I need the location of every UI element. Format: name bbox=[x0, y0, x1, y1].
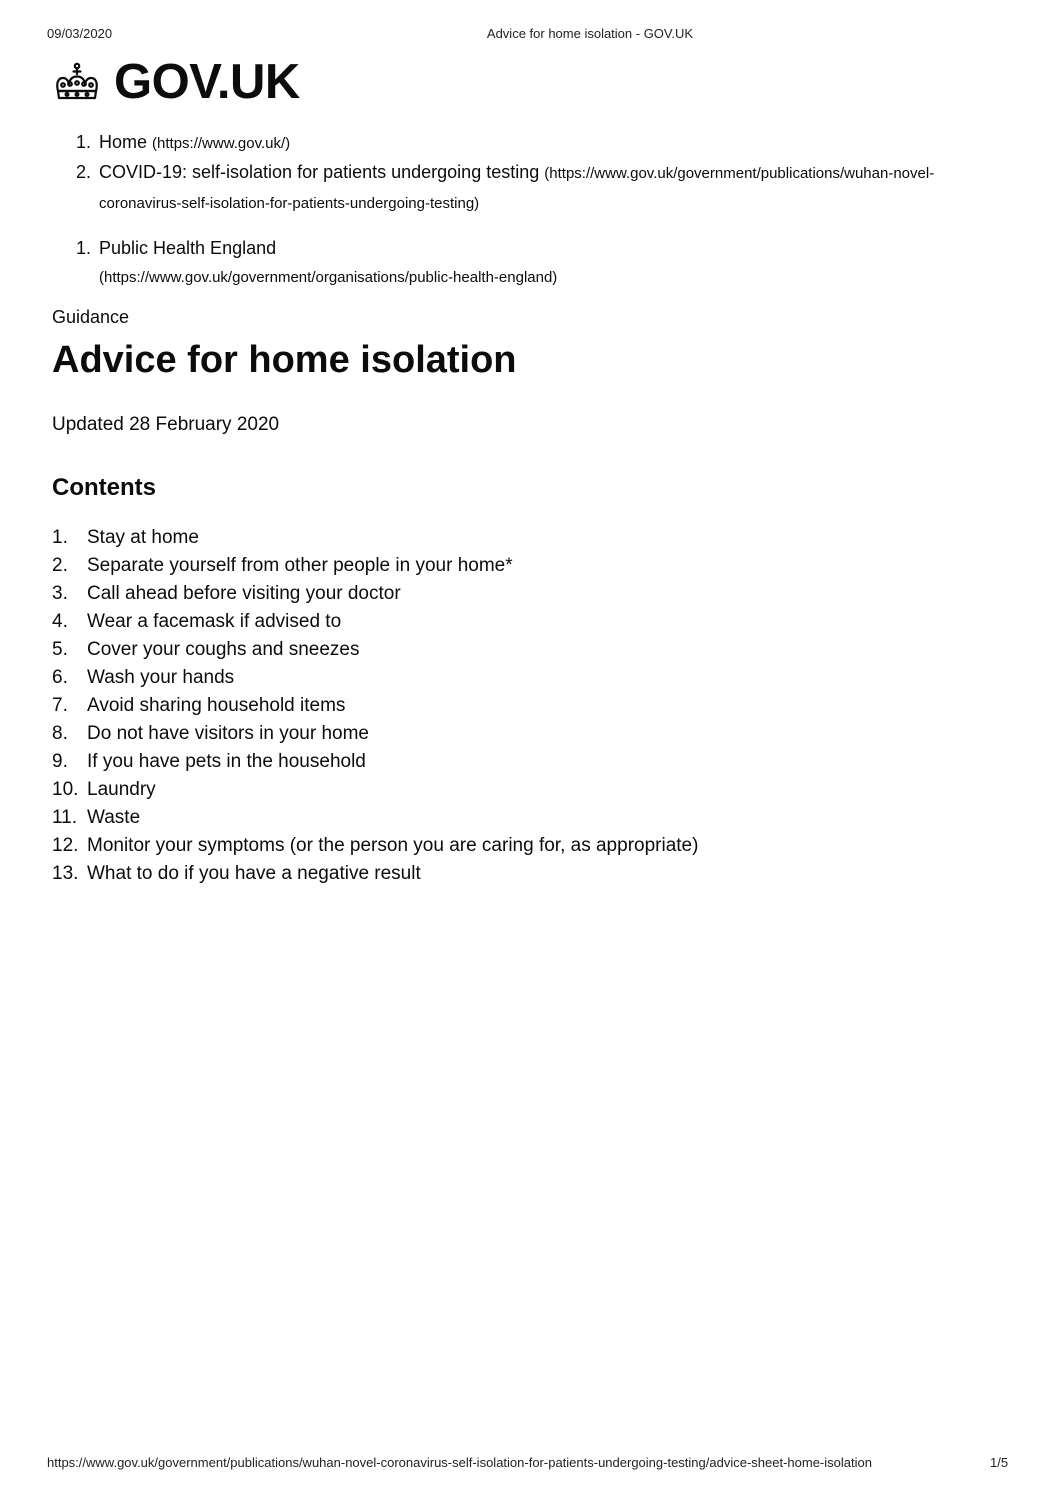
contents-link[interactable]: Wear a facemask if advised to bbox=[87, 611, 342, 632]
contents-item[interactable] bbox=[52, 860, 698, 888]
breadcrumb-link-phe[interactable]: Public Health England bbox=[99, 238, 277, 258]
contents-number: 12. bbox=[52, 835, 79, 856]
breadcrumb bbox=[52, 128, 1012, 292]
contents-link[interactable]: Cover your coughs and sneezes bbox=[87, 639, 360, 660]
contents-link[interactable]: What to do if you have a negative result bbox=[87, 863, 421, 884]
contents-number: 7. bbox=[52, 695, 68, 716]
contents-link[interactable]: Monitor your symptoms (or the person you are caring for, as appropriate) bbox=[87, 835, 699, 856]
breadcrumb-list-organisation bbox=[52, 234, 1012, 292]
contents-item[interactable] bbox=[52, 664, 698, 692]
breadcrumb-link-home[interactable]: Home bbox=[99, 132, 148, 152]
breadcrumb-item-phe[interactable] bbox=[52, 234, 558, 292]
breadcrumb-url: (https://www.gov.uk/government/publications/wuhan-novel-coronavirus-self-isolation-for-patients-undergoing-testing) bbox=[99, 165, 935, 212]
contents-item[interactable] bbox=[52, 580, 698, 608]
contents-number: 13. bbox=[52, 863, 79, 884]
contents-item[interactable] bbox=[52, 524, 698, 552]
contents-link[interactable]: Laundry bbox=[87, 779, 156, 800]
contents-number: 4. bbox=[52, 611, 68, 632]
breadcrumb-link-covid-19[interactable]: COVID-19: self-isolation for patients undergoing testing bbox=[99, 162, 540, 182]
contents-item[interactable] bbox=[52, 636, 698, 664]
logo-text: GOV.UK bbox=[114, 55, 300, 109]
breadcrumb-url: (https://www.gov.uk/government/organisations/public-health-england) bbox=[99, 269, 558, 286]
contents-heading: Contents bbox=[52, 474, 156, 501]
contents-link[interactable]: Stay at home bbox=[87, 527, 199, 548]
contents-link[interactable]: Call ahead before visiting your doctor bbox=[87, 583, 401, 604]
contents-item[interactable] bbox=[52, 776, 698, 804]
breadcrumb-list-primary bbox=[52, 128, 1012, 218]
print-header-title: Advice for home isolation - GOV.UK bbox=[486, 26, 694, 41]
contents-number: 10. bbox=[52, 779, 79, 800]
contents-link[interactable]: If you have pets in the household bbox=[87, 751, 366, 772]
contents-item[interactable] bbox=[52, 608, 698, 636]
contents-number: 2. bbox=[52, 555, 68, 576]
contents-link[interactable]: Wash your hands bbox=[87, 667, 235, 688]
contents-link[interactable]: Avoid sharing household items bbox=[87, 695, 346, 716]
print-footer-url: https://www.gov.uk/government/publications/wuhan-novel-coronavirus-self-isolation-for-patients-undergoing-testing/advice-sheet-home-isolation bbox=[47, 1455, 872, 1470]
contents-item[interactable] bbox=[52, 720, 698, 748]
contents-item[interactable] bbox=[52, 832, 698, 860]
document-type: Guidance bbox=[52, 307, 130, 327]
contents-number: 9. bbox=[52, 751, 68, 772]
breadcrumb-number: 1. bbox=[76, 132, 92, 152]
crown-icon bbox=[52, 61, 102, 103]
contents-number: 1. bbox=[52, 527, 68, 548]
page-title: Advice for home isolation bbox=[52, 339, 517, 381]
breadcrumb-item-covid-19[interactable] bbox=[52, 158, 1012, 218]
breadcrumb-url: (https://www.gov.uk/) bbox=[152, 135, 291, 152]
contents-number: 5. bbox=[52, 639, 68, 660]
contents-list bbox=[52, 524, 698, 888]
breadcrumb-number: 1. bbox=[76, 238, 92, 258]
contents-item[interactable] bbox=[52, 692, 698, 720]
contents-link[interactable]: Separate yourself from other people in your home* bbox=[87, 555, 513, 576]
contents-item[interactable] bbox=[52, 748, 698, 776]
contents-number: 11. bbox=[52, 807, 78, 828]
govuk-logo-link[interactable] bbox=[52, 52, 300, 112]
contents-number: 6. bbox=[52, 667, 68, 688]
contents-item[interactable] bbox=[52, 804, 698, 832]
contents-item[interactable] bbox=[52, 552, 698, 580]
breadcrumb-item-home[interactable] bbox=[52, 128, 1012, 158]
breadcrumb-number: 2. bbox=[76, 162, 92, 182]
updated-date: Updated 28 February 2020 bbox=[52, 414, 280, 435]
contents-number: 8. bbox=[52, 723, 68, 744]
print-header-date: 09/03/2020 bbox=[47, 26, 113, 41]
contents-link[interactable]: Waste bbox=[87, 807, 141, 828]
print-footer-page-number: 1/5 bbox=[990, 1455, 1009, 1470]
contents-number: 3. bbox=[52, 583, 68, 604]
contents-link[interactable]: Do not have visitors in your home bbox=[87, 723, 369, 744]
